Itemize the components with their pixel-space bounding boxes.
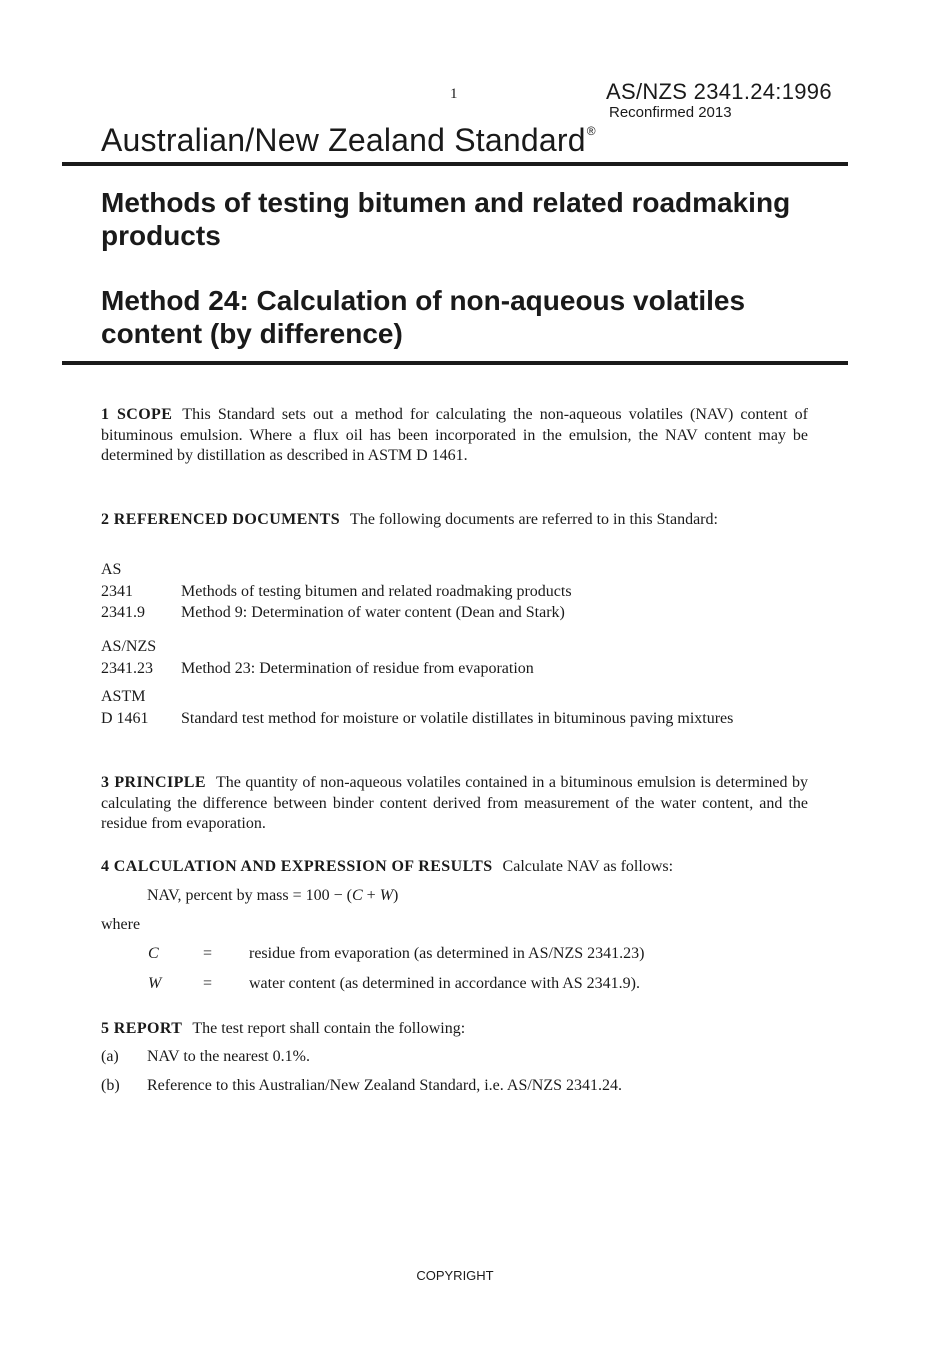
list-item-text: Reference to this Australian/New Zealand Standard, i.e. AS/NZS 2341.24. bbox=[147, 1077, 623, 1094]
list-item-label: (b) bbox=[101, 1077, 120, 1094]
section-text: The following documents are referred to in this Standard: bbox=[350, 511, 718, 528]
document-title: Methods of testing bitumen and related roadmaking products bbox=[101, 187, 791, 251]
reference-code: D 1461 bbox=[101, 710, 149, 727]
section-report bbox=[101, 1019, 808, 1040]
formula-plus: + bbox=[362, 887, 380, 904]
reference-title: Standard test method for moisture or volatile distillates in bituminous paving mixtures bbox=[181, 710, 734, 727]
variable-description: water content (as determined in accordance with AS 2341.9). bbox=[249, 975, 640, 992]
section-principle bbox=[101, 773, 808, 835]
reference-code: 2341.23 bbox=[101, 660, 153, 677]
section-heading: 1 SCOPE bbox=[101, 406, 173, 423]
reference-title: Method 23: Determination of residue from evaporation bbox=[181, 660, 534, 677]
variable-description: residue from evaporation (as determined in AS/NZS 2341.23) bbox=[249, 945, 645, 962]
where-label: where bbox=[101, 916, 141, 933]
list-item-label: (a) bbox=[101, 1048, 119, 1065]
section-calculation bbox=[101, 857, 808, 878]
top-rule bbox=[62, 162, 848, 166]
variable-equals: = bbox=[203, 975, 213, 992]
standard-type-text: Australian/New Zealand Standard bbox=[101, 122, 586, 158]
list-item-text: NAV to the nearest 0.1%. bbox=[147, 1048, 310, 1065]
formula-symbol-c: C bbox=[352, 887, 363, 904]
copyright-footer: COPYRIGHT bbox=[416, 1268, 494, 1283]
section-text: The test report shall contain the following: bbox=[192, 1020, 466, 1037]
reference-group-label: AS bbox=[101, 561, 122, 578]
section-text: Calculate NAV as follows: bbox=[502, 858, 674, 875]
nav-formula bbox=[147, 887, 398, 905]
reference-title: Method 9: Determination of water content (Dean and Stark) bbox=[181, 604, 565, 621]
reconfirmed-date: Reconfirmed 2013 bbox=[609, 104, 732, 121]
reference-code: 2341.9 bbox=[101, 604, 145, 621]
reference-group-label: ASTM bbox=[101, 688, 146, 705]
section-heading: 5 REPORT bbox=[101, 1020, 183, 1037]
reference-title: Methods of testing bitumen and related roadmaking products bbox=[181, 583, 572, 600]
section-text: This Standard sets out a method for calculating the non-aqueous volatiles (NAV) content of bituminous emulsion. Where a flux oil has been incorporated in the emulsion, the NAV content may be determined by distillation as described in ASTM D 1461. bbox=[101, 406, 808, 464]
section-referenced-documents bbox=[101, 510, 808, 531]
bottom-rule bbox=[62, 361, 848, 365]
variable-equals: = bbox=[203, 945, 213, 962]
section-text: The quantity of non-aqueous volatiles contained in a bituminous emulsion is determined by calculating the difference between binder content derived from measurement of the water content, and the residue from evaporation. bbox=[101, 774, 808, 832]
formula-prefix: NAV, percent by mass = 100 − ( bbox=[147, 887, 352, 904]
section-heading: 3 PRINCIPLE bbox=[101, 774, 206, 791]
formula-symbol-w: W bbox=[379, 887, 394, 904]
section-scope bbox=[101, 405, 808, 467]
variable-symbol: C bbox=[148, 945, 159, 962]
variable-symbol: W bbox=[148, 975, 162, 992]
reference-code: 2341 bbox=[101, 583, 133, 600]
reference-group-label: AS/NZS bbox=[101, 638, 157, 655]
standard-number: AS/NZS 2341.24:1996 bbox=[606, 79, 832, 104]
section-heading: 4 CALCULATION AND EXPRESSION OF RESULTS bbox=[101, 858, 493, 875]
formula-suffix: ) bbox=[393, 887, 399, 904]
registered-mark: ® bbox=[586, 124, 596, 138]
method-title: Method 24: Calculation of non-aqueous volatiles content (by difference) bbox=[101, 285, 746, 349]
standard-type-heading bbox=[101, 122, 596, 159]
page-number: 1 bbox=[450, 86, 458, 102]
section-heading: 2 REFERENCED DOCUMENTS bbox=[101, 511, 341, 528]
